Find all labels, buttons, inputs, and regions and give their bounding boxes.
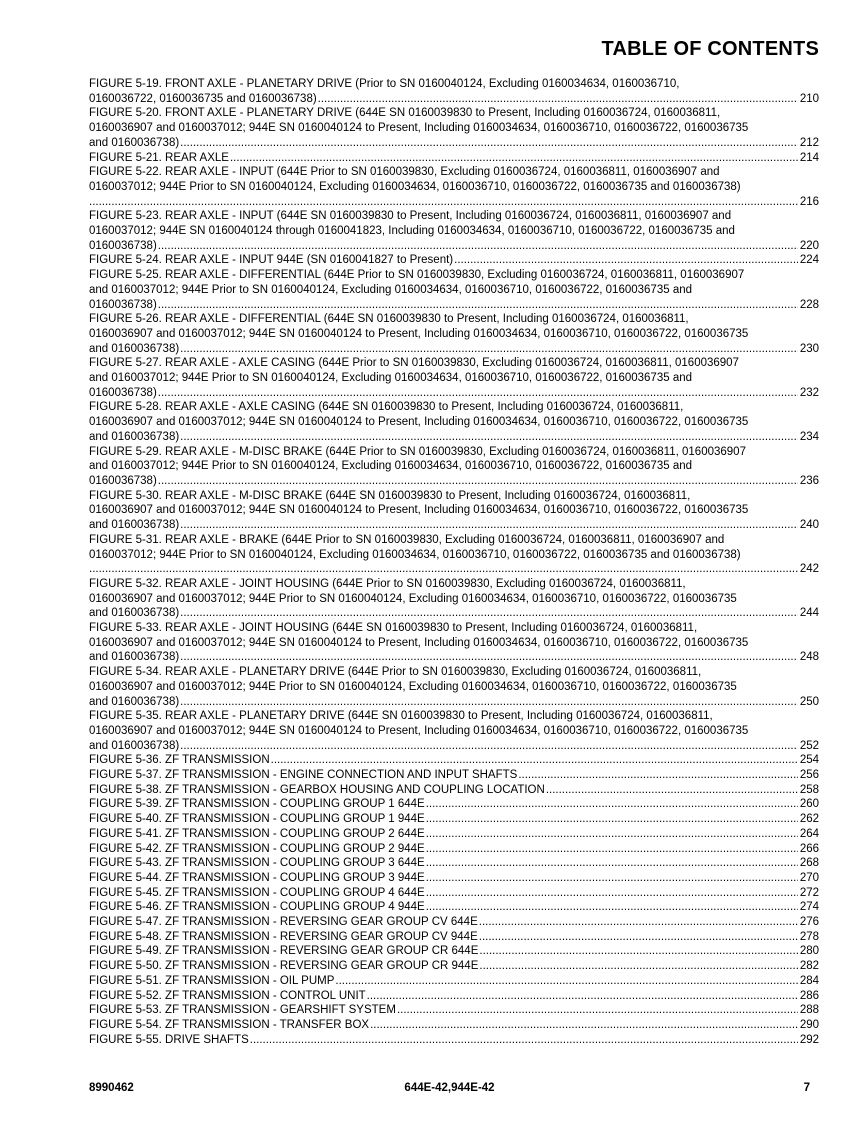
toc-entry[interactable] [89,268,819,312]
toc-page-number: 224 [799,254,819,267]
toc-page-number: 258 [799,783,819,796]
toc-entry-text: FIGURE 5-33. REAR AXLE - JOINT HOUSING (644E SN 0160039830 to Present, Including 0160036724, 0160036811, [89,622,698,635]
toc-entry-text: 0160036738) [89,239,157,252]
dot-leader [426,856,798,871]
toc-page-number: 288 [799,1004,819,1017]
toc-entry[interactable] [89,915,819,930]
dot-leader [370,1018,798,1033]
page-footer [89,1082,810,1098]
toc-entry-text: 0160037012; 944E Prior to SN 0160040124, Excluding 0160034634, 0160036710, 0160036722, 0160036735 and 0160036738) [89,180,741,193]
toc-entry-text: 0160036907 and 0160037012; 944E Prior to SN 0160040124, Excluding 0160034634, 0160036710, 0160036722, 0160036735 [89,680,737,693]
toc-page-number: 234 [799,430,819,443]
toc-entry-text: FIGURE 5-50. ZF TRANSMISSION - REVERSING GEAR GROUP CR 944E [89,960,479,973]
toc-entry[interactable] [89,312,819,356]
toc-page-number: 282 [799,960,819,973]
toc-entry[interactable] [89,621,819,665]
toc-entry-text: FIGURE 5-34. REAR AXLE - PLANETARY DRIVE (644E Prior to SN 0160039830, Excluding 0160036724, 0160036811, [89,666,702,679]
dot-leader [180,430,798,445]
toc-entry-text: FIGURE 5-30. REAR AXLE - M-DISC BRAKE (644E SN 0160039830 to Present, Including 0160036724, 0160036811, [89,489,691,502]
toc-page-number: 266 [799,842,819,855]
toc-entry[interactable] [89,797,819,812]
toc-entry[interactable] [89,665,819,709]
dot-leader [180,695,798,710]
dot-leader [89,562,798,577]
toc-page-number: 254 [799,754,819,767]
toc-page-number: 240 [799,519,819,532]
toc-entry-text: 0160036907 and 0160037012; 944E Prior to SN 0160040124, Excluding 0160034634, 0160036710, 0160036722, 0160036735 [89,592,737,605]
toc-entry[interactable] [89,783,819,798]
toc-entry-text: FIGURE 5-40. ZF TRANSMISSION - COUPLING GROUP 1 944E [89,813,425,826]
toc-entry-text: FIGURE 5-28. REAR AXLE - AXLE CASING (644E SN 0160039830 to Present, Including 0160036724, 0160036811, [89,401,684,414]
toc-entry[interactable] [89,1033,819,1048]
toc-page-number: 268 [799,857,819,870]
toc-entry[interactable] [89,753,819,768]
toc-entry-text: FIGURE 5-24. REAR AXLE - INPUT 944E (SN 0160041827 to Present) [89,254,454,267]
toc-entry[interactable] [89,533,819,577]
dot-leader [426,900,798,915]
toc-entry-text: 0160036738) [89,298,157,311]
page-title: TABLE OF CONTENTS [601,38,819,60]
toc-entry[interactable] [89,106,819,150]
toc-entry-text: FIGURE 5-53. ZF TRANSMISSION - GEARSHIFT SYSTEM [89,1004,396,1017]
toc-entry[interactable] [89,253,819,268]
toc-entry-text: FIGURE 5-55. DRIVE SHAFTS [89,1033,249,1046]
dot-leader [180,650,798,665]
toc-entry[interactable] [89,856,819,871]
toc-entry-text: FIGURE 5-45. ZF TRANSMISSION - COUPLING GROUP 4 644E [89,886,425,899]
toc-entry-text: FIGURE 5-21. REAR AXLE [89,151,229,164]
toc-page-number: 244 [799,607,819,620]
toc-page-number: 260 [799,798,819,811]
toc-entry-text: and 0160037012; 944E Prior to SN 0160040124, Excluding 0160034634, 0160036710, 0160036722, 0160036735 and [89,372,693,385]
toc-page-number: 216 [799,195,819,208]
dot-leader [426,797,798,812]
toc-page-number: 228 [799,298,819,311]
toc-entry-text: 0160036907 and 0160037012; 944E SN 0160040124 to Present, Including 0160034634, 0160036710, 0160036722, 0160036735 [89,636,749,649]
toc-entry-text: 0160036738) [89,386,157,399]
toc-page-number: 280 [799,945,819,958]
toc-page-number: 272 [799,886,819,899]
toc-entry[interactable] [89,151,819,166]
dot-leader [271,753,798,768]
toc-entry[interactable] [89,886,819,901]
dot-leader [158,474,798,489]
toc-entry-text: FIGURE 5-29. REAR AXLE - M-DISC BRAKE (644E Prior to SN 0160039830, Excluding 0160036724, 0160036811, 0160036907 [89,445,746,458]
dot-leader [158,386,798,401]
toc-entry-text: FIGURE 5-42. ZF TRANSMISSION - COUPLING GROUP 2 944E [89,842,425,855]
toc-entry-text: FIGURE 5-49. ZF TRANSMISSION - REVERSING GEAR GROUP CR 644E [89,945,479,958]
toc-entry-text: FIGURE 5-54. ZF TRANSMISSION - TRANSFER BOX [89,1019,370,1031]
toc-page-number: 276 [799,916,819,929]
toc-entry[interactable] [89,930,819,945]
toc-entry-text: FIGURE 5-23. REAR AXLE - INPUT (644E SN 0160039830 to Present, Including 0160036724, 0160036811, 0160036907 and [89,210,732,223]
toc-entry-text: 0160036907 and 0160037012; 944E SN 0160040124 to Present, Including 0160034634, 0160036710, 0160036722, 0160036735 [89,327,749,340]
toc-entry-text: 0160036738) [89,474,157,487]
dot-leader [479,959,797,974]
dot-leader [180,136,798,151]
toc-entry-text: and 0160037012; 944E Prior to SN 0160040124, Excluding 0160034634, 0160036710, 0160036722, 0160036735 and [89,460,693,473]
toc-entry-text: and 0160036738) [89,519,180,532]
model-designation: 644E-42,944E-42 [404,1082,495,1094]
toc-entry[interactable] [89,1018,819,1033]
toc-entry[interactable] [89,356,819,400]
toc-entry[interactable] [89,768,819,783]
toc-entry-text: 0160036722, 0160036735 and 0160036738) [89,92,317,105]
toc-entry[interactable] [89,1003,819,1018]
document-number: 8990462 [89,1082,134,1094]
toc-entry[interactable] [89,989,819,1004]
dot-leader [250,1033,798,1048]
toc-page-number: 292 [799,1033,819,1046]
dot-leader [454,253,798,268]
toc-entry[interactable] [89,812,819,827]
toc-page-number: 262 [799,813,819,826]
toc-entry-text: FIGURE 5-32. REAR AXLE - JOINT HOUSING (644E Prior to SN 0160039830, Excluding 0160036724, 0160036811, [89,577,686,590]
toc-entry-text: FIGURE 5-44. ZF TRANSMISSION - COUPLING GROUP 3 944E [89,871,425,884]
toc-entry-text: FIGURE 5-19. FRONT AXLE - PLANETARY DRIVE (Prior to SN 0160040124, Excluding 0160034634, 0160036710, [89,78,680,90]
toc-entry[interactable] [89,77,819,106]
toc-page-number: 264 [799,827,819,840]
dot-leader [180,518,798,533]
dot-leader [518,768,797,783]
dot-leader [426,871,798,886]
toc-entry[interactable] [89,900,819,915]
table-of-contents [89,77,819,1047]
dot-leader [158,239,798,254]
toc-entry-text: 0160036907 and 0160037012; 944E SN 0160040124 to Present, Including 0160034634, 0160036710, 0160036722, 0160036735 [89,724,749,737]
toc-page-number: 252 [799,739,819,752]
toc-entry-text: FIGURE 5-37. ZF TRANSMISSION - ENGINE CONNECTION AND INPUT SHAFTS [89,769,518,782]
toc-page-number: 284 [799,974,819,987]
toc-page-number: 236 [799,474,819,487]
dot-leader [426,827,798,842]
toc-entry[interactable] [89,209,819,253]
dot-leader [180,606,798,621]
toc-page-number: 270 [799,871,819,884]
toc-entry-text: FIGURE 5-48. ZF TRANSMISSION - REVERSING GEAR GROUP CV 944E [89,930,478,943]
toc-page-number: 230 [799,342,819,355]
toc-entry[interactable] [89,400,819,444]
toc-entry-text: and 0160036738) [89,651,180,664]
toc-page-number: 274 [799,901,819,914]
toc-page-number: 250 [799,695,819,708]
dot-leader [89,195,798,210]
toc-entry[interactable] [89,165,819,209]
toc-page-number: 212 [799,136,819,149]
toc-entry-text: FIGURE 5-43. ZF TRANSMISSION - COUPLING GROUP 3 644E [89,857,425,870]
toc-entry-text: and 0160036738) [89,739,180,752]
toc-page-number: 278 [799,930,819,943]
toc-entry[interactable] [89,445,819,489]
toc-entry[interactable] [89,842,819,857]
toc-page-number: 242 [799,563,819,576]
toc-page-number: 286 [799,989,819,1002]
dot-leader [426,812,798,827]
toc-entry-text: FIGURE 5-47. ZF TRANSMISSION - REVERSING GEAR GROUP CV 644E [89,916,478,929]
toc-entry[interactable] [89,489,819,533]
toc-entry-text: and 0160037012; 944E Prior to SN 0160040124, Excluding 0160034634, 0160036710, 0160036722, 0160036735 and [89,283,693,296]
toc-entry-text: FIGURE 5-36. ZF TRANSMISSION [89,754,270,767]
toc-entry[interactable] [89,944,819,959]
toc-entry-text: 0160037012; 944E Prior to SN 0160040124, Excluding 0160034634, 0160036710, 0160036722, 0160036735 and 0160036738) [89,548,741,561]
toc-page-number: 210 [799,92,819,105]
dot-leader [180,739,798,754]
dot-leader [479,915,798,930]
toc-entry-text: and 0160036738) [89,430,180,443]
dot-leader [546,783,798,798]
toc-page-number: 256 [799,769,819,782]
toc-entry[interactable] [89,974,819,989]
dot-leader [335,974,797,989]
toc-page-number: 290 [799,1019,819,1031]
toc-entry[interactable] [89,577,819,621]
dot-leader [479,930,798,945]
toc-entry[interactable] [89,709,819,753]
dot-leader [180,342,798,357]
toc-entry-text: FIGURE 5-22. REAR AXLE - INPUT (644E Prior to SN 0160039830, Excluding 0160036724, 0160036811, 0160036907 and [89,166,720,179]
dot-leader [367,989,798,1004]
toc-entry-text: FIGURE 5-41. ZF TRANSMISSION - COUPLING GROUP 2 644E [89,827,425,840]
toc-entry-text: 0160037012; 944E SN 0160040124 through 0160041823, Including 0160034634, 0160036710, 0160036722, 0160036735 and [89,225,735,238]
toc-entry-text: FIGURE 5-39. ZF TRANSMISSION - COUPLING GROUP 1 644E [89,798,425,811]
toc-entry-text: FIGURE 5-20. FRONT AXLE - PLANETARY DRIVE (644E SN 0160039830 to Present, Including 0160036724, 0160036811, [89,107,721,120]
toc-entry-text: FIGURE 5-31. REAR AXLE - BRAKE (644E Prior to SN 0160039830, Excluding 0160036724, 0160036811, 0160036907 and [89,533,725,546]
toc-entry-text: FIGURE 5-52. ZF TRANSMISSION - CONTROL UNIT [89,989,366,1002]
page-number: 7 [803,1082,810,1094]
toc-entry-text: 0160036907 and 0160037012; 944E SN 0160040124 to Present, Including 0160034634, 0160036710, 0160036722, 0160036735 [89,416,749,429]
toc-entry-text: FIGURE 5-26. REAR AXLE - DIFFERENTIAL (644E SN 0160039830 to Present, Including 0160036724, 0160036811, [89,313,689,326]
toc-entry-text: and 0160036738) [89,136,180,149]
toc-page-number: 248 [799,651,819,664]
dot-leader [426,886,798,901]
toc-entry-text: FIGURE 5-25. REAR AXLE - DIFFERENTIAL (644E Prior to SN 0160039830, Excluding 0160036724, 0160036811, 0160036907 [89,269,745,282]
dot-leader [426,842,798,857]
toc-entry-text: and 0160036738) [89,695,180,708]
dot-leader [479,944,797,959]
toc-page-number: 232 [799,386,819,399]
toc-page-number: 214 [799,151,819,164]
toc-entry[interactable] [89,871,819,886]
toc-entry-text: FIGURE 5-27. REAR AXLE - AXLE CASING (644E Prior to SN 0160039830, Excluding 0160036724, 0160036811, 0160036907 [89,357,739,370]
toc-entry-text: FIGURE 5-35. REAR AXLE - PLANETARY DRIVE (644E SN 0160039830 to Present, Including 0160036724, 0160036811, [89,710,713,723]
dot-leader [230,151,798,166]
toc-entry-text: 0160036907 and 0160037012; 944E SN 0160040124 to Present, Including 0160034634, 0160036710, 0160036722, 0160036735 [89,504,749,517]
toc-entry-text: FIGURE 5-46. ZF TRANSMISSION - COUPLING GROUP 4 944E [89,901,425,914]
toc-entry[interactable] [89,959,819,974]
toc-entry-text: FIGURE 5-38. ZF TRANSMISSION - GEARBOX HOUSING AND COUPLING LOCATION [89,783,545,796]
toc-entry-text: and 0160036738) [89,342,180,355]
dot-leader [158,298,798,313]
toc-entry-text: 0160036907 and 0160037012; 944E SN 0160040124 to Present, Including 0160034634, 0160036710, 0160036722, 0160036735 [89,122,749,135]
dot-leader [397,1003,798,1018]
toc-page-number: 220 [799,239,819,252]
dot-leader [318,92,798,107]
toc-entry-text: and 0160036738) [89,607,180,620]
toc-entry-text: FIGURE 5-51. ZF TRANSMISSION - OIL PUMP [89,974,335,987]
toc-entry[interactable] [89,827,819,842]
